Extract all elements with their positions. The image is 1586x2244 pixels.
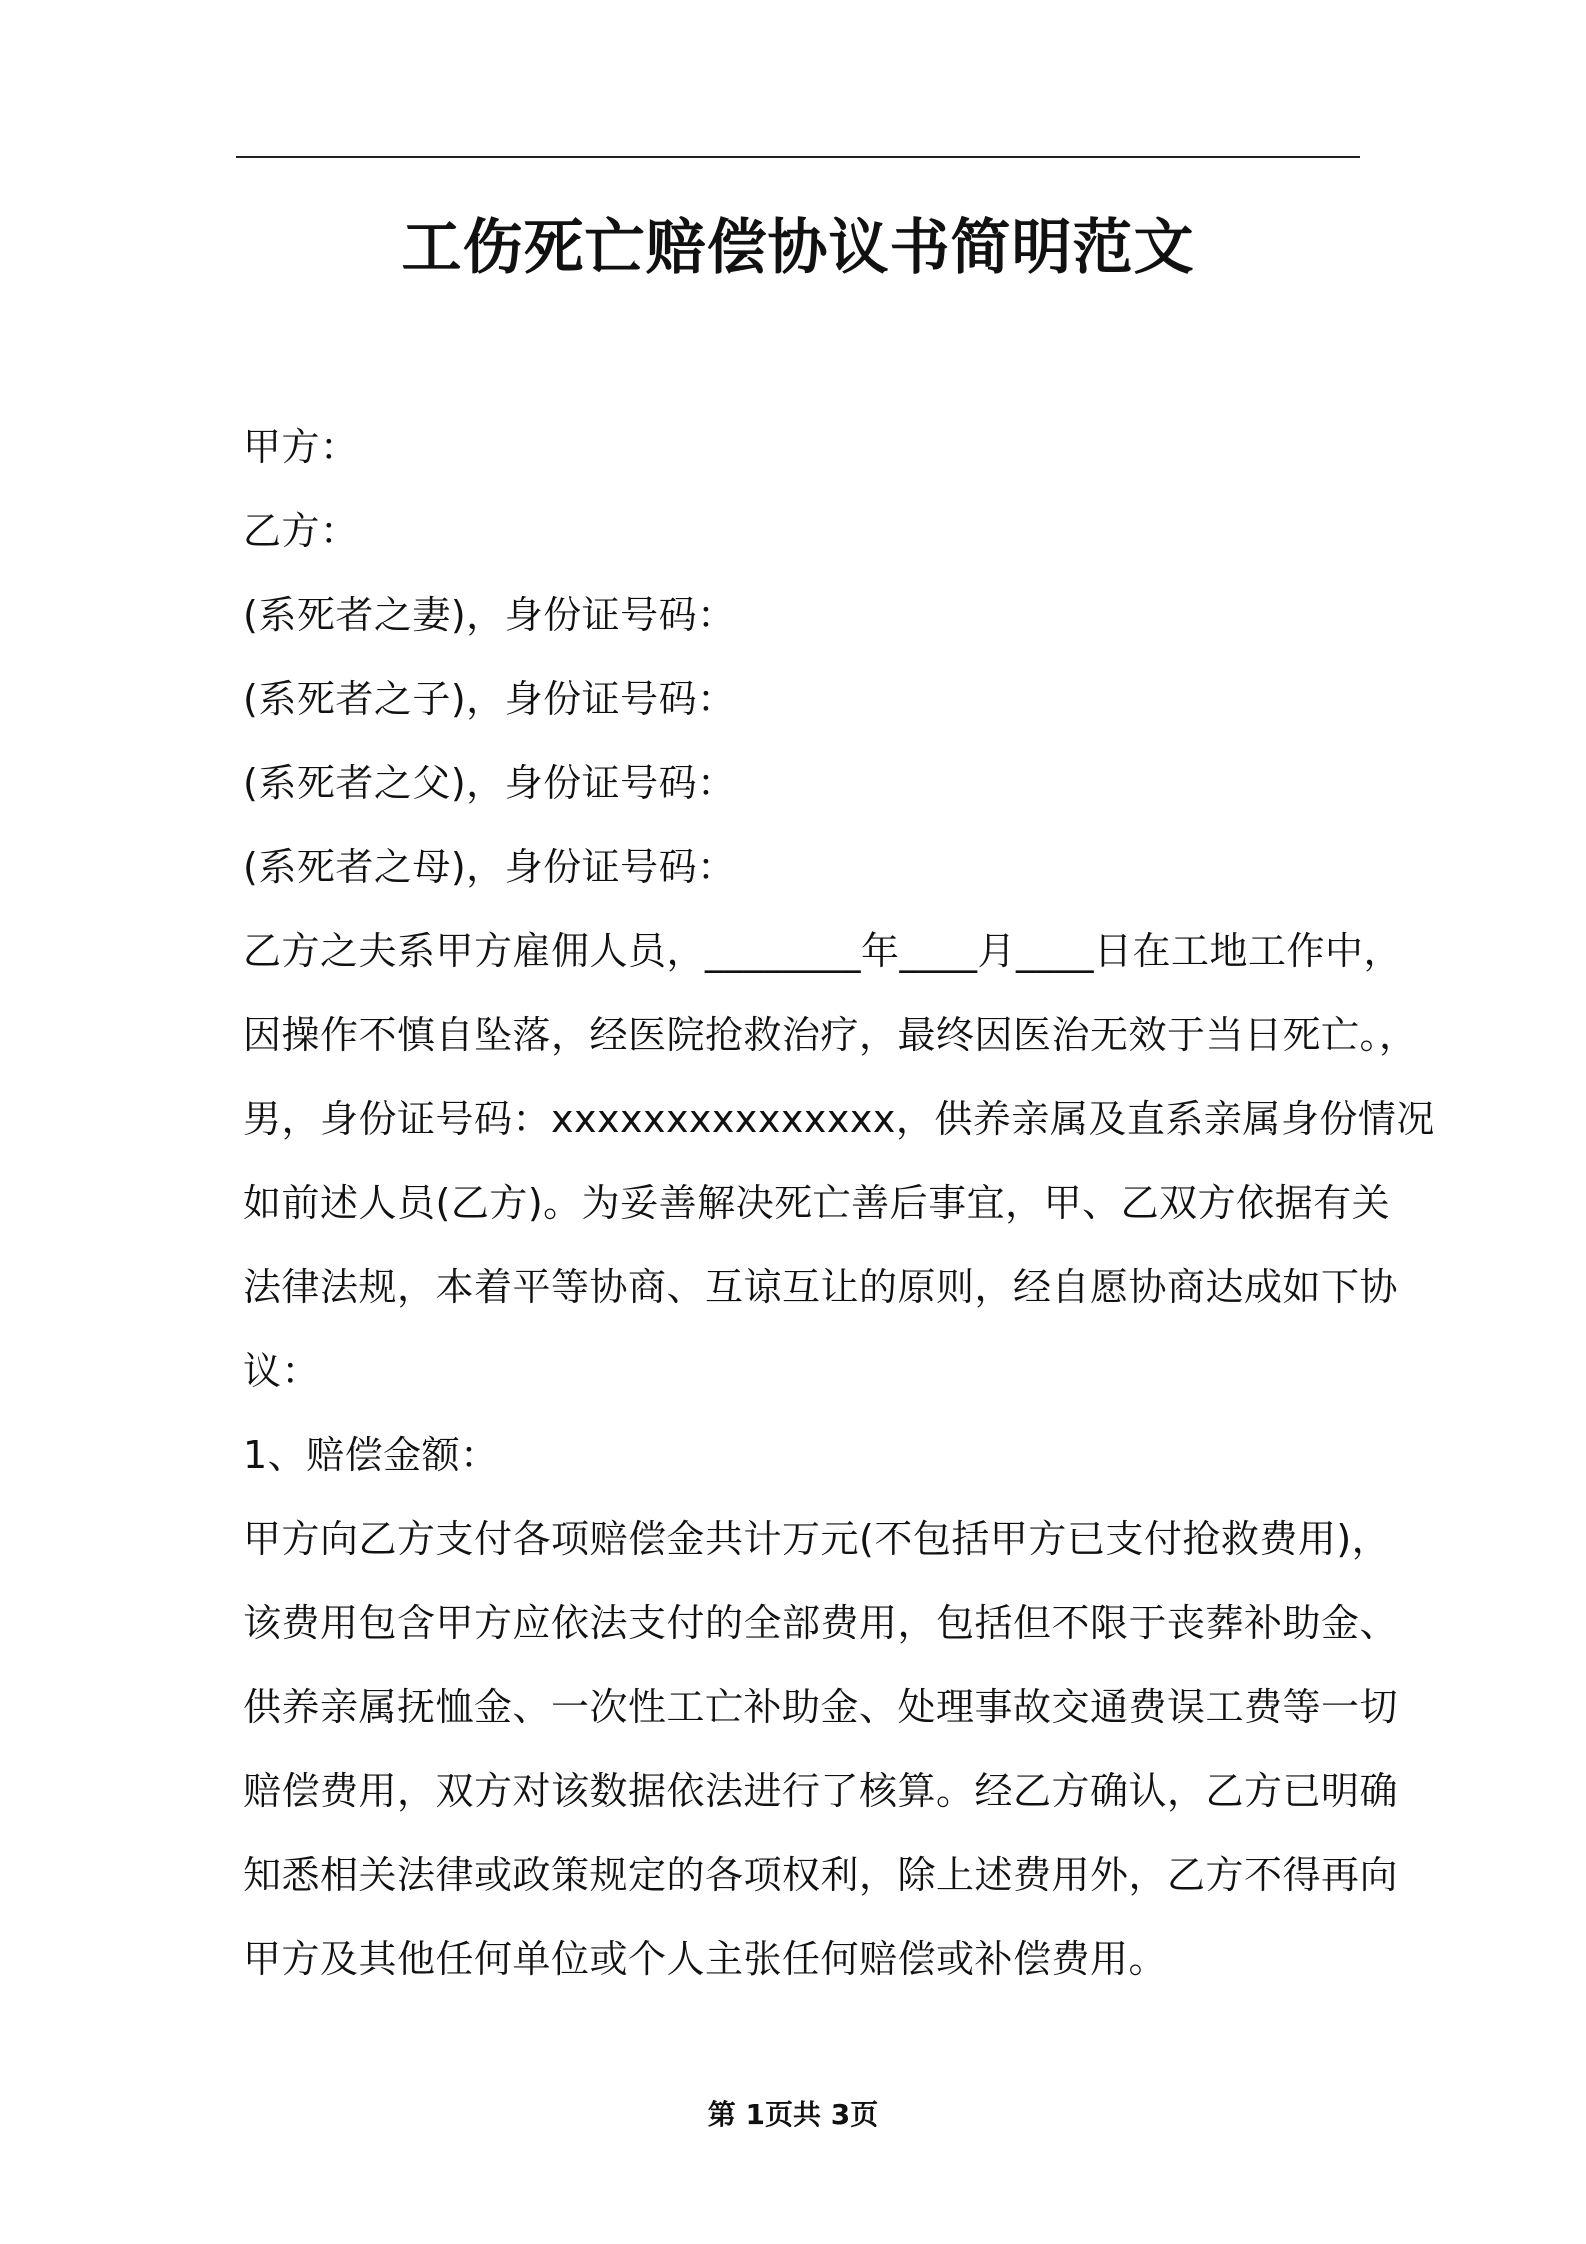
party-a-line: 甲方： <box>243 425 359 469</box>
paragraph-line: 议： <box>243 1349 321 1393</box>
paragraph-line: 供养亲属抚恤金、一次性工亡补助金、处理事故交通费误工费等一切 <box>243 1685 1399 1729</box>
header-divider <box>236 156 1360 158</box>
paragraph-line: 乙方之夫系甲方雇佣人员，________年____月____日在工地工作中， <box>243 929 1403 973</box>
paragraph-line: 赔偿费用，双方对该数据依法进行了核算。经乙方确认，乙方已明确 <box>243 1769 1399 1813</box>
paragraph-line: 男，身份证号码：xxxxxxxxxxxxxxx，供养亲属及直系亲属身份情况 <box>243 1097 1435 1141</box>
paragraph-line: 因操作不慎自坠落，经医院抢救治疗，最终因医治无效于当日死亡。， <box>243 1013 1418 1057</box>
paragraph-line: 甲方及其他任何单位或个人主张任何赔偿或补偿费用。 <box>243 1937 1168 1981</box>
paragraph-line: 法律法规，本着平等协商、互谅互让的原则，经自愿协商达成如下协 <box>243 1265 1399 1309</box>
paragraph-line: 如前述人员(乙方)。为妥善解决死亡善后事宜，甲、乙双方依据有关 <box>243 1181 1391 1225</box>
document-body <box>243 405 1435 2001</box>
son-id-line: (系死者之子)，身份证号码： <box>243 677 736 721</box>
page-number: 第 1页共 3页 <box>707 2098 879 2131</box>
wife-id-line: (系死者之妻)，身份证号码： <box>243 593 736 637</box>
mother-id-line: (系死者之母)，身份证号码： <box>243 845 736 889</box>
paragraph-line: 甲方向乙方支付各项赔偿金共计万元(不包括甲方已支付抢救费用)， <box>243 1517 1391 1561</box>
father-id-line: (系死者之父)，身份证号码： <box>243 761 736 805</box>
paragraph-line: 该费用包含甲方应依法支付的全部费用，包括但不限于丧葬补助金、 <box>243 1601 1399 1645</box>
party-b-line: 乙方： <box>243 509 359 553</box>
document-title: 工伤死亡赔偿协议书简明范文 <box>401 213 1195 283</box>
section-heading: 1、赔偿金额： <box>243 1433 499 1477</box>
paragraph-line: 知悉相关法律或政策规定的各项权利，除上述费用外，乙方不得再向 <box>243 1853 1399 1897</box>
